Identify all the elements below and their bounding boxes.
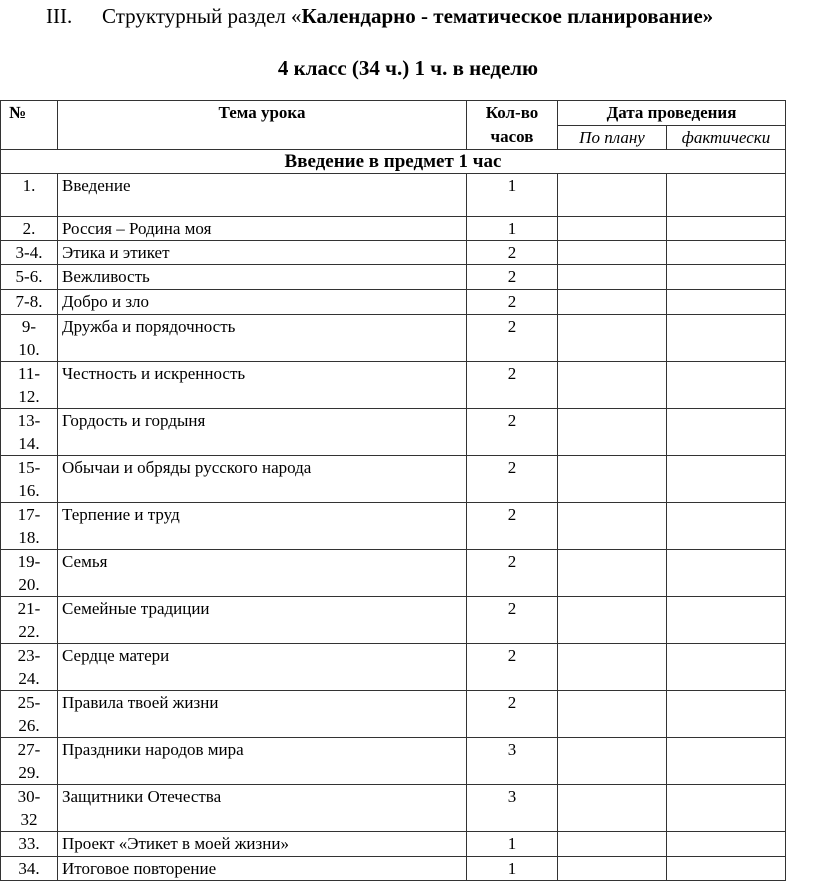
row-topic: Итоговое повторение (58, 857, 467, 881)
row-hours: 1 (467, 174, 558, 217)
table-row (1, 456, 786, 503)
table-row (1, 785, 786, 832)
row-number-text: 25-26. (17, 693, 41, 735)
row-date-plan (558, 217, 667, 241)
row-date-fact (667, 785, 786, 832)
row-number-text: 17-18. (17, 505, 41, 547)
row-date-plan (558, 644, 667, 691)
row-date-plan (558, 315, 667, 362)
table-row (1, 644, 786, 691)
table-row (1, 362, 786, 409)
header-plan: По плану (558, 126, 667, 150)
row-number-text: 19-20. (17, 552, 41, 594)
row-hours: 2 (467, 597, 558, 644)
row-number-text: 30-32 (17, 787, 41, 829)
header-topic: Тема урока (58, 101, 467, 150)
row-hours: 2 (467, 265, 558, 290)
row-date-fact (667, 597, 786, 644)
row-date-fact (667, 241, 786, 265)
row-number (1, 456, 58, 503)
row-topic: Дружба и порядочность (58, 315, 467, 362)
row-number-text: 27-29. (17, 740, 41, 782)
row-hours: 1 (467, 832, 558, 857)
row-topic: Этика и этикет (58, 241, 467, 265)
row-number (1, 550, 58, 597)
header-row (1, 101, 786, 126)
row-number: 5-6. (1, 265, 58, 290)
header-hours-line2: часов (490, 127, 534, 146)
section-title (102, 4, 713, 29)
row-date-fact (667, 174, 786, 217)
section-title-bold: Календарно - тематическое планирование» (301, 4, 714, 28)
section-number: III. (46, 4, 73, 28)
row-topic: Обычаи и обряды русского народа (58, 456, 467, 503)
row-topic: Терпение и труд (58, 503, 467, 550)
row-date-fact (667, 456, 786, 503)
row-topic: Вежливость (58, 265, 467, 290)
table-row (1, 241, 786, 265)
row-number (1, 785, 58, 832)
row-topic: Семья (58, 550, 467, 597)
table-row (1, 857, 786, 881)
row-topic: Введение (58, 174, 467, 217)
table-row (1, 597, 786, 644)
row-date-plan (558, 241, 667, 265)
row-number (1, 738, 58, 785)
row-topic: Добро и зло (58, 290, 467, 315)
row-number (1, 691, 58, 738)
row-hours: 2 (467, 409, 558, 456)
row-date-fact (667, 265, 786, 290)
row-number (1, 409, 58, 456)
header-hours (467, 101, 558, 150)
table-row (1, 691, 786, 738)
row-number: 7-8. (1, 290, 58, 315)
table-row (1, 409, 786, 456)
row-number-text: 11-12. (17, 364, 41, 406)
row-number (1, 644, 58, 691)
row-date-plan (558, 738, 667, 785)
row-date-plan (558, 785, 667, 832)
row-date-plan (558, 409, 667, 456)
plan-table (0, 100, 786, 881)
row-date-plan (558, 456, 667, 503)
row-number: 34. (1, 857, 58, 881)
row-hours: 2 (467, 644, 558, 691)
row-date-fact (667, 290, 786, 315)
row-date-fact (667, 832, 786, 857)
row-hours: 2 (467, 550, 558, 597)
row-hours: 1 (467, 217, 558, 241)
row-topic: Сердце матери (58, 644, 467, 691)
row-hours: 2 (467, 290, 558, 315)
subtitle: 4 класс (34 ч.) 1 ч. в неделю (277, 56, 539, 80)
row-hours: 2 (467, 456, 558, 503)
row-date-fact (667, 644, 786, 691)
row-date-fact (667, 315, 786, 362)
row-date-fact (667, 691, 786, 738)
row-date-plan (558, 832, 667, 857)
row-date-plan (558, 550, 667, 597)
table-row (1, 217, 786, 241)
row-number-text: 13-14. (17, 411, 41, 453)
row-number-text: 23-24. (17, 646, 41, 688)
row-date-fact (667, 503, 786, 550)
row-topic: Семейные традиции (58, 597, 467, 644)
section-title-prefix: Структурный раздел « (102, 4, 302, 28)
row-date-plan (558, 290, 667, 315)
section-label: Введение в предмет 1 час (1, 150, 786, 174)
table-row (1, 290, 786, 315)
row-hours: 2 (467, 315, 558, 362)
row-date-fact (667, 362, 786, 409)
row-number (1, 315, 58, 362)
row-number: 3-4. (1, 241, 58, 265)
row-topic: Россия – Родина моя (58, 217, 467, 241)
table-row (1, 315, 786, 362)
row-topic: Гордость и гордыня (58, 409, 467, 456)
row-number (1, 362, 58, 409)
row-topic: Честность и искренность (58, 362, 467, 409)
header-num: № (1, 101, 58, 150)
row-date-fact (667, 409, 786, 456)
row-hours: 2 (467, 241, 558, 265)
row-date-plan (558, 597, 667, 644)
row-number: 2. (1, 217, 58, 241)
table-row (1, 265, 786, 290)
row-topic: Праздники народов мира (58, 738, 467, 785)
row-number: 1. (1, 174, 58, 217)
table-row (1, 174, 786, 217)
header-fact: фактически (667, 126, 786, 150)
table-row (1, 832, 786, 857)
row-hours: 2 (467, 362, 558, 409)
row-hours: 1 (467, 857, 558, 881)
row-number-text: 9-10. (18, 317, 40, 359)
section-row (1, 150, 786, 174)
row-number: 33. (1, 832, 58, 857)
table-row (1, 550, 786, 597)
header-hours-line1: Кол-во (485, 103, 539, 122)
row-date-plan (558, 691, 667, 738)
row-date-plan (558, 503, 667, 550)
row-number (1, 503, 58, 550)
row-hours: 3 (467, 785, 558, 832)
row-date-fact (667, 217, 786, 241)
row-hours: 3 (467, 738, 558, 785)
row-number (1, 597, 58, 644)
row-topic: Проект «Этикет в моей жизни» (58, 832, 467, 857)
row-number-text: 15-16. (17, 458, 41, 500)
table-row (1, 503, 786, 550)
row-date-fact (667, 738, 786, 785)
row-hours: 2 (467, 503, 558, 550)
row-date-plan (558, 362, 667, 409)
row-number-text: 21-22. (17, 599, 41, 641)
row-date-plan (558, 265, 667, 290)
table-row (1, 738, 786, 785)
row-date-plan (558, 857, 667, 881)
row-date-plan (558, 174, 667, 217)
row-date-fact (667, 550, 786, 597)
row-topic: Правила твоей жизни (58, 691, 467, 738)
row-hours: 2 (467, 691, 558, 738)
row-date-fact (667, 857, 786, 881)
header-date: Дата проведения (558, 101, 786, 126)
row-topic: Защитники Отечества (58, 785, 467, 832)
